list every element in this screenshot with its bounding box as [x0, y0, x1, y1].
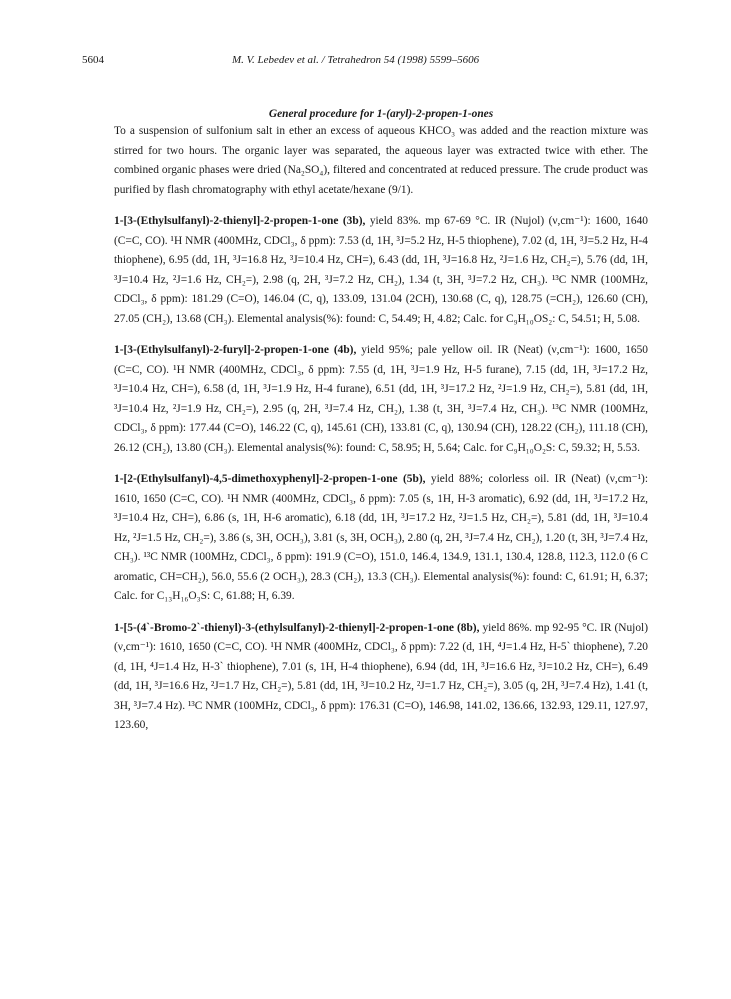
compound-paragraph-5b [114, 470, 648, 607]
compound-name: 1-[3-(Ethylsulfanyl)-2-furyl]-2-propen-1-one (4b), [114, 344, 357, 356]
compound-data: yield 88%; colorless oil. IR (Neat) (ν,cm⁻¹): 1610, 1650 (C=C, CO). ¹H NMR (400MHz, CDCl₃, δ ppm): 7.05 (s, 1H, H-3 aromatic), 6.92 (dd, 1H, ³J=17.2 Hz, ³J=10.4 Hz, CH=), 6.86 (s, 1H, H-6 aromatic), 6.18 (dd, 1H, ³J=17.2 Hz, ²J=1.5 Hz, CH₂=), 5.81 (dd, 1H, ³J=10.4 Hz, ²J=1.5 Hz, CH₂=), 3.86 (s, 3H, OCH₃), 3.81 (s, 3H, OCH₃), 2.80 (q, 2H, ³J=7.4 Hz, CH₂), 1.20 (t, 3H, ³J=7.4 Hz, CH₃). ¹³C NMR (100MHz, CDCl₃, δ ppm): 191.9 (C=O), 151.0, 146.4, 134.9, 131.1, 130.4, 128.8, 112.3, 112.0 (6 C aromatic, CH=CH₂), 56.0, 55.6 (2 OCH₃), 28.3 (CH₂), 13.3 (CH₃). Elemental analysis(%): found: C, 61.91; H, 6.37; Calc. for C₁₃H₁₆O₃S: C, 61.88; H, 6.39. [114, 473, 649, 602]
compound-data: yield 86%. mp 92-95 °C. IR (Nujol) (ν,cm⁻¹): 1610, 1650 (C=C, CO). ¹H NMR (400MHz, CDCl₃, δ ppm): 7.22 (d, 1H, ⁴J=1.4 Hz, H-5` thiophene), 7.20 (d, 1H, ⁴J=1.4 Hz, H-3` thiophene), 7.01 (s, 1H, H-4 thiophene), 6.94 (dd, 1H, ³J=16.6 Hz, ³J=10.2 Hz, CH=), 6.49 (dd, 1H, ³J=16.6 Hz, ²J=1.7 Hz, CH₂=), 5.81 (dd, 1H, ³J=10.2 Hz, ²J=1.7 Hz, CH₂=), 3.05 (q, 2H, ³J=7.4 Hz), 1.41 (t, 3H, ³J=7.4 Hz). ¹³C NMR (100MHz, CDCl₃, δ ppm): 176.31 (C=O), 146.98, 141.02, 136.66, 132.93, 129.11, 127.97, 123.60, [114, 621, 648, 731]
compound-paragraph-4b [114, 341, 648, 458]
compound-data: yield 83%. mp 67-69 °C. IR (Nujol) (ν,cm⁻¹): 1600, 1640 (C=C, CO). ¹H NMR (400MHz, CDCl₃, δ ppm): 7.53 (d, 1H, ³J=5.2 Hz, H-5 thiophene), 7.02 (d, 1H, ³J=5.2 Hz, H-4 thiophene), 6.95 (dd, 1H, ³J=16.8 Hz, ³J=10.4 Hz, CH=), 6.43 (dd, 1H, ³J=16.8 Hz, ²J=1.6 Hz, CH₂=), 5.76 (dd, 1H, ³J=10.4 Hz, ²J=1.6 Hz, CH₂=), 2.98 (q, 2H, ³J=7.2 Hz, CH₂), 1.34 (t, 3H, ³J=7.2 Hz, CH₃). ¹³C NMR (100MHz, CDCl₃, δ ppm): 181.29 (C=O), 146.04 (C, q), 133.09, 131.04 (2CH), 130.68 (C, q), 128.75 (=CH₂), 126.60 (CH), 27.05 (CH₂), 13.68 (CH₃). Elemental analysis(%): found: C, 54.49; H, 4.82; Calc. for C₉H₁₀OS₂: C, 54.51; H, 5.08. [114, 215, 648, 325]
page-header [82, 54, 642, 70]
compound-name: 1-[3-(Ethylsulfanyl)-2-thienyl]-2-propen-1-one (3b), [114, 215, 366, 227]
compound-data: yield 95%; pale yellow oil. IR (Neat) (ν,cm⁻¹): 1600, 1650 (C=C, CO). ¹H NMR (400MHz, CDCl₃, δ ppm): 7.55 (d, 1H, ³J=1.9 Hz, H-5 furane), 7.15 (dd, 1H, ³J=17.2 Hz, ³J=10.4 Hz, CH=), 6.58 (d, 1H, ³J=1.9 Hz, H-4 furane), 6.51 (dd, 1H, ³J=17.2 Hz, ²J=1.9 Hz, CH₂=), 5.81 (dd, 1H, ³J=10.4 Hz, ²J=1.9 Hz, CH₂=), 2.95 (q, 2H, ³J=7.4 Hz, CH₂), 1.38 (t, 3H, ³J=7.4 Hz, CH₃). ¹³C NMR (100MHz, CDCl₃, δ ppm): 177.44 (C=O), 146.22 (C, q), 145.61 (CH), 133.81 (C, q), 130.94 (CH), 128.22 (CH₂), 111.18 (CH), 26.12 (CH₂), 13.80 (CH₃). Elemental analysis(%): found: C, 58.95; H, 5.64; Calc. for C₉H₁₀O₂S: C, 59.32; H, 5.53. [114, 344, 649, 454]
compound-name: 1-[2-(Ethylsulfanyl)-4,5-dimethoxyphenyl]-2-propen-1-one (5b), [114, 473, 426, 485]
compound-name: 1-[5-(4`-Bromo-2`-thienyl)-3-(ethylsulfanyl)-2-thienyl]-2-propen-1-one (8b), [114, 621, 480, 634]
compound-paragraph-3b [114, 212, 648, 329]
section-heading: General procedure for 1-(aryl)-2-propen-1-ones [268, 108, 494, 120]
page-number: 5604 [82, 54, 104, 66]
procedure-paragraph: To a suspension of sulfonium salt in ether an excess of aqueous KHCO₃ was added and the reaction mixture was stirred for two hours. The organic layer was separated, the aqueous layer was extracted twice with ether. The combined organic phases were dried (Na₂SO₄), filtered and concentrated at reduced pressure. The crude product was purified by flash chromatography with ethyl acetate/hexane (9/1). [114, 125, 648, 196]
running-title: M. V. Lebedev et al. / Tetrahedron 54 (1998) 5599–5606 [232, 54, 480, 66]
compound-paragraph-8b [114, 619, 648, 736]
article-body [114, 106, 648, 748]
